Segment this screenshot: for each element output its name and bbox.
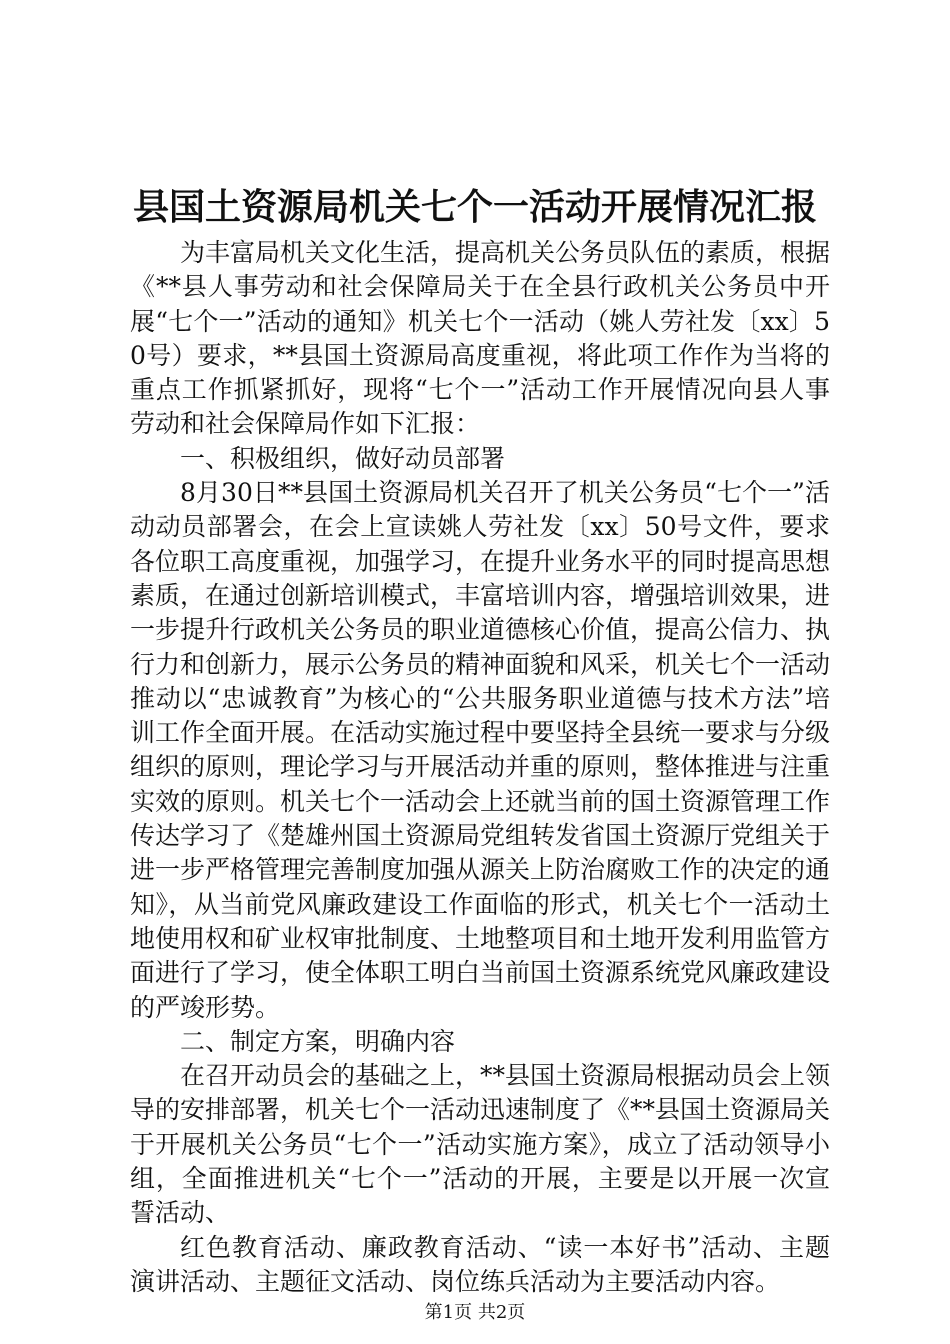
section-2-paragraph: 在召开动员会的基础之上，**县国土资源局根据动员会上领导的安排部署，机关七个一活动迅速制度了《**县国土资源局关于开展机关公务员“七个一”活动实施方案》，成立了活动领导小组，全面推进机关“七个一”活动的开展，主要是以开展一次宣誓活动、 bbox=[130, 1061, 831, 1228]
section-heading-1: 一、积极组织，做好动员部署 bbox=[180, 443, 506, 473]
document-title: 县国土资源局机关七个一活动开展情况汇报 bbox=[132, 186, 817, 228]
intro-paragraph: 为丰富局机关文化生活，提高机关公务员队伍的素质，根据《**县人事劳动和社会保障局关于在全县行政机关公务员中开展“七个一”活动的通知》机关七个一活动（姚人劳社发〔xx〕50号）要求，**县国土资源局高度重视，将此项工作作为当将的重点工作抓紧抓好，现将“七个一”活动工作开展情况向县人事劳动和社会保障局作如下汇报： bbox=[130, 238, 831, 439]
page-footer: 第1页 共2页 bbox=[424, 1302, 526, 1323]
section-heading-2: 二、制定方案，明确内容 bbox=[180, 1026, 456, 1056]
section-1-paragraph: 8月30日**县国土资源局机关召开了机关公务员“七个一”活动动员部署会，在会上宣读姚人劳社发〔xx〕50号文件，要求各位职工高度重视，加强学习，在提升业务水平的同时提高思想素质，在通过创新培训模式，丰富培训内容，增强培训效果，进一步提升行政机关公务员的职业道德核心价值，提高公信力、执行力和创新力，展示公务员的精神面貌和风采，机关七个一活动推动以“忠诚教育”为核心的“公共服务职业道德与技术方法”培训工作全面开展。在活动实施过程中要坚持全县统一要求与分级组织的原则，理论学习与开展活动并重的原则，整体推进与注重实效的原则。机关七个一活动会上还就当前的国土资源管理工作传达学习了《楚雄州国土资源局党组转发省国土资源厅党组关于进一步严格管理完善制度加强从源关上防治腐败工作的决定的通知》，从当前党风廉政建设工作面临的形式，机关七个一活动土地使用权和矿业权审批制度、土地整项目和土地开发利用监管方面进行了学习，使全体职工明白当前国土资源系统党风廉政建设的严竣形势。 bbox=[130, 478, 831, 1022]
section-2-activities-paragraph: 红色教育活动、廉政教育活动、“读一本好书”活动、主题演讲活动、主题征文活动、岗位练兵活动为主要活动内容。 bbox=[130, 1232, 830, 1296]
document-body bbox=[130, 236, 830, 1299]
